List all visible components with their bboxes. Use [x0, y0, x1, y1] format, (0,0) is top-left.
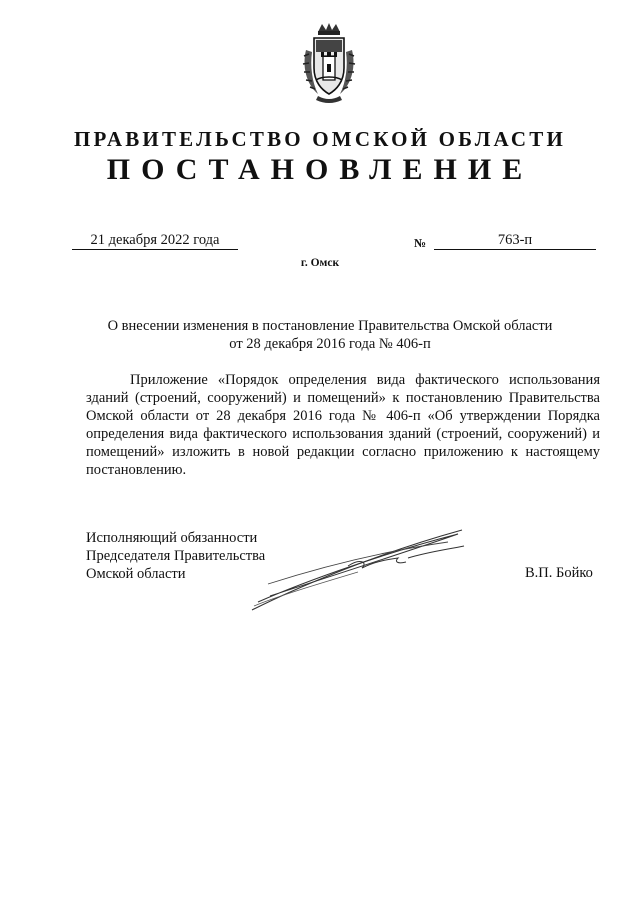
city-name: г. Омск	[300, 257, 340, 269]
signer-title-line-2: Председателя Правительства	[86, 548, 266, 564]
document-subject	[90, 317, 570, 353]
signer-title-block	[86, 529, 265, 583]
document-type-title: ПОСТАНОВЛЕНИЕ	[106, 153, 534, 186]
signer-title-line-3: Омской области	[86, 566, 186, 582]
subject-line-2: от 28 декабря 2016 года № 406-п	[229, 336, 431, 352]
number-label: №	[414, 236, 427, 250]
subject-line-1: О внесении изменения в постановление Правительства Омской области	[107, 318, 553, 334]
body-paragraph: Приложение «Порядок определения вида фактического использования зданий (строений, сооружений) и помещений» к постановлению Правительства Омской области от 28 декабря 2016 года № 406-п «Об утверждении Порядка определения вида фактического использования зданий (строений, сооружений) и помещений» изложить в новой редакции согласно приложению к настоящему постановлению.	[86, 372, 600, 478]
handwritten-signature-icon	[248, 522, 470, 614]
coat-of-arms-icon	[298, 22, 360, 104]
signer-name: В.П. Бойко	[525, 565, 593, 581]
signer-title-line-1: Исполняющий обязанности	[86, 530, 258, 546]
government-name: ПРАВИТЕЛЬСТВО ОМСКОЙ ОБЛАСТИ	[73, 127, 566, 151]
document-number: 763-п	[434, 232, 596, 250]
document-date: 21 декабря 2022 года	[72, 232, 238, 250]
